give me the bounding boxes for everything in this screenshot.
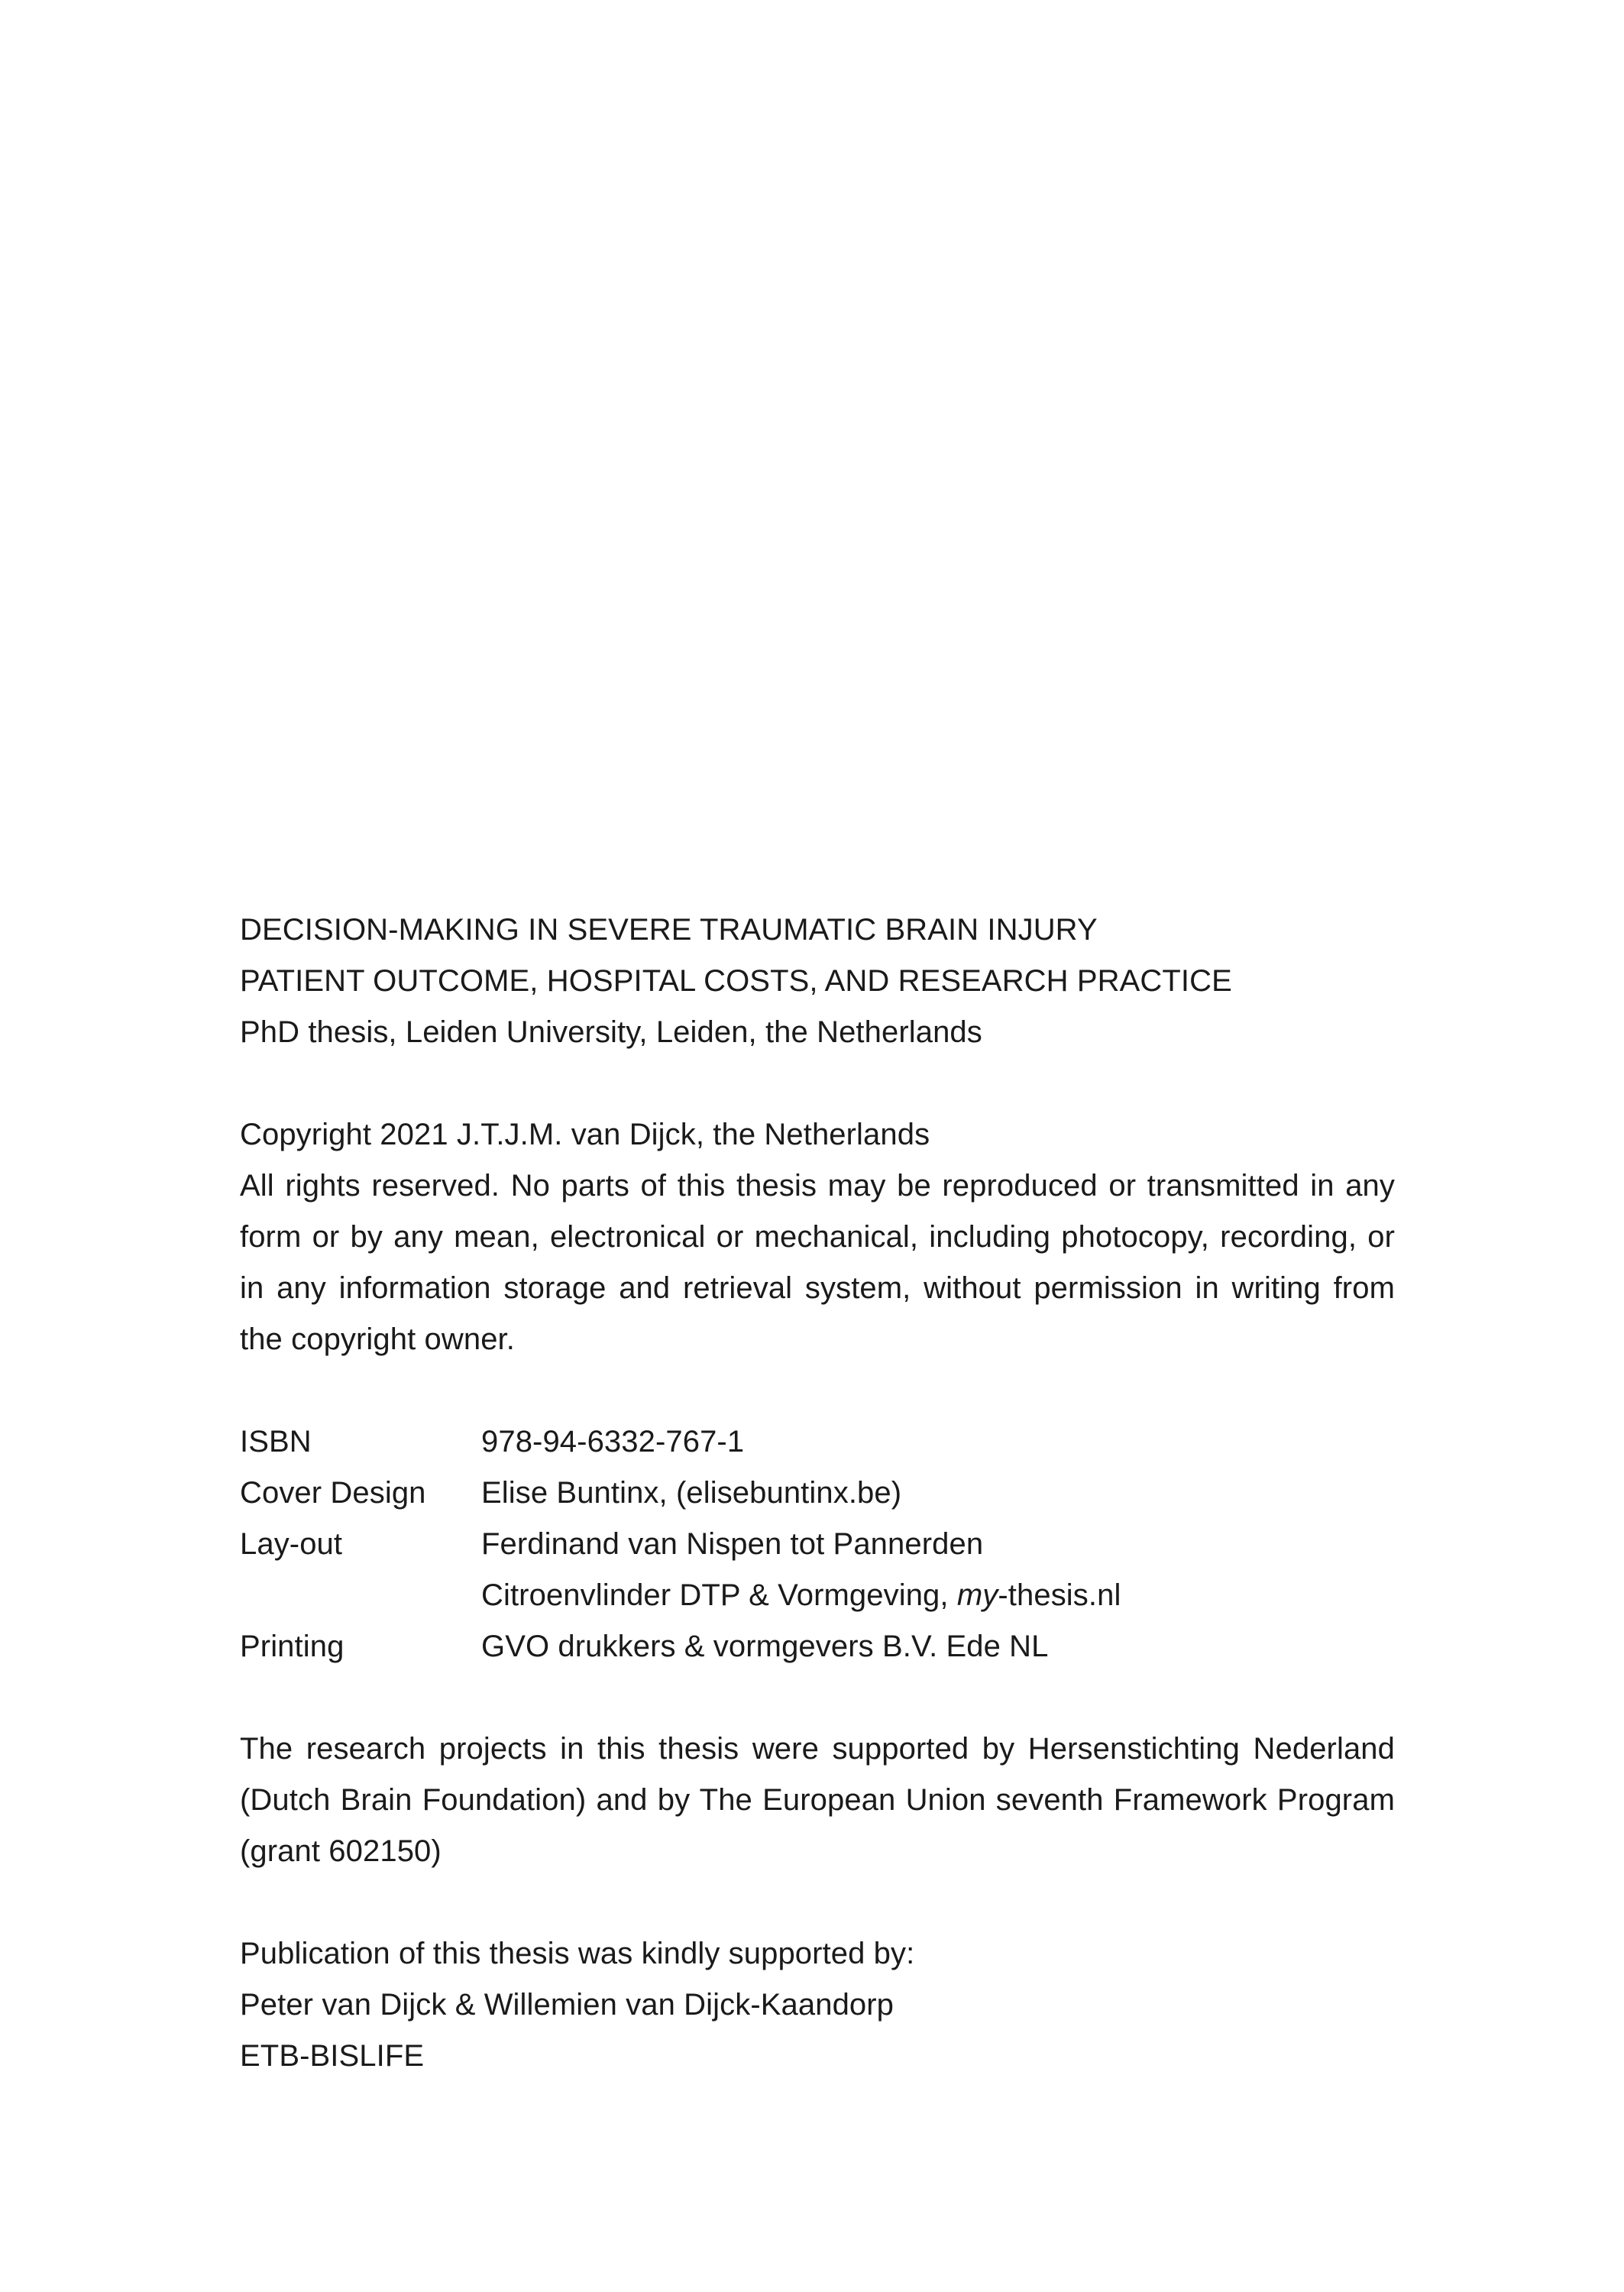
credits-label xyxy=(240,1570,481,1621)
copyright-notice: All rights reserved. No parts of this thesis may be reproduced or transmitted in any form or by any mean, electronical or mechanical, including photocopy, recording, or in any information storage and retrieval system, without permission in writing from the copyright owner. xyxy=(240,1169,1395,1356)
credits-value-suffix: -thesis.nl xyxy=(998,1578,1121,1612)
funding-text: The research projects in this thesis were supported by Hersenstichting Nederland (Dutch Brain Foundation) and by The European Union seventh Framework Program (grant 602150) xyxy=(240,1732,1395,1868)
thesis-title: DECISION-MAKING IN SEVERE TRAUMATIC BRAIN INJURY xyxy=(240,913,1098,947)
credits-value: 978-94-6332-767-1 xyxy=(481,1425,745,1458)
sponsor-item: ETB-BISLIFE xyxy=(240,2039,425,2073)
credits-row-isbn xyxy=(240,1416,1395,1468)
spacer xyxy=(240,1365,1395,1416)
credits-row-cover-design xyxy=(240,1468,1395,1519)
credits-value-italic: my xyxy=(956,1578,998,1612)
credits-label: ISBN xyxy=(240,1425,312,1458)
publication-support-block xyxy=(240,1928,1395,2082)
credits-table xyxy=(240,1416,1395,1672)
copyright-line: Copyright 2021 J.T.J.M. van Dijck, the Netherlands xyxy=(240,1118,930,1151)
sponsor-item: Peter van Dijck & Willemien van Dijck-Kaandorp xyxy=(240,1988,894,2022)
copyright-block xyxy=(240,1109,1395,1365)
title-block xyxy=(240,905,1395,1058)
credits-label: Lay-out xyxy=(240,1527,343,1561)
funding-block xyxy=(240,1724,1395,1877)
spacer xyxy=(240,1672,1395,1724)
credits-row-layout xyxy=(240,1519,1395,1570)
thesis-info: PhD thesis, Leiden University, Leiden, the Netherlands xyxy=(240,1015,982,1049)
credits-row-layout-continued xyxy=(240,1570,1395,1621)
credits-value xyxy=(481,1570,1395,1621)
credits-label: Printing xyxy=(240,1630,345,1663)
colophon-content xyxy=(240,905,1395,2082)
thesis-subtitle: PATIENT OUTCOME, HOSPITAL COSTS, AND RESEARCH PRACTICE xyxy=(240,964,1232,998)
credits-value: GVO drukkers & vormgevers B.V. Ede NL xyxy=(481,1630,1049,1663)
publication-support-intro: Publication of this thesis was kindly supported by: xyxy=(240,1937,915,1970)
spacer xyxy=(240,1058,1395,1109)
credits-value-prefix: Citroenvlinder DTP & Vormgeving, xyxy=(481,1578,957,1612)
credits-label: Cover Design xyxy=(240,1476,426,1510)
credits-value: Elise Buntinx, (elisebuntinx.be) xyxy=(481,1476,902,1510)
spacer xyxy=(240,1877,1395,1928)
credits-value: Ferdinand van Nispen tot Pannerden xyxy=(481,1527,984,1561)
credits-row-printing xyxy=(240,1621,1395,1672)
